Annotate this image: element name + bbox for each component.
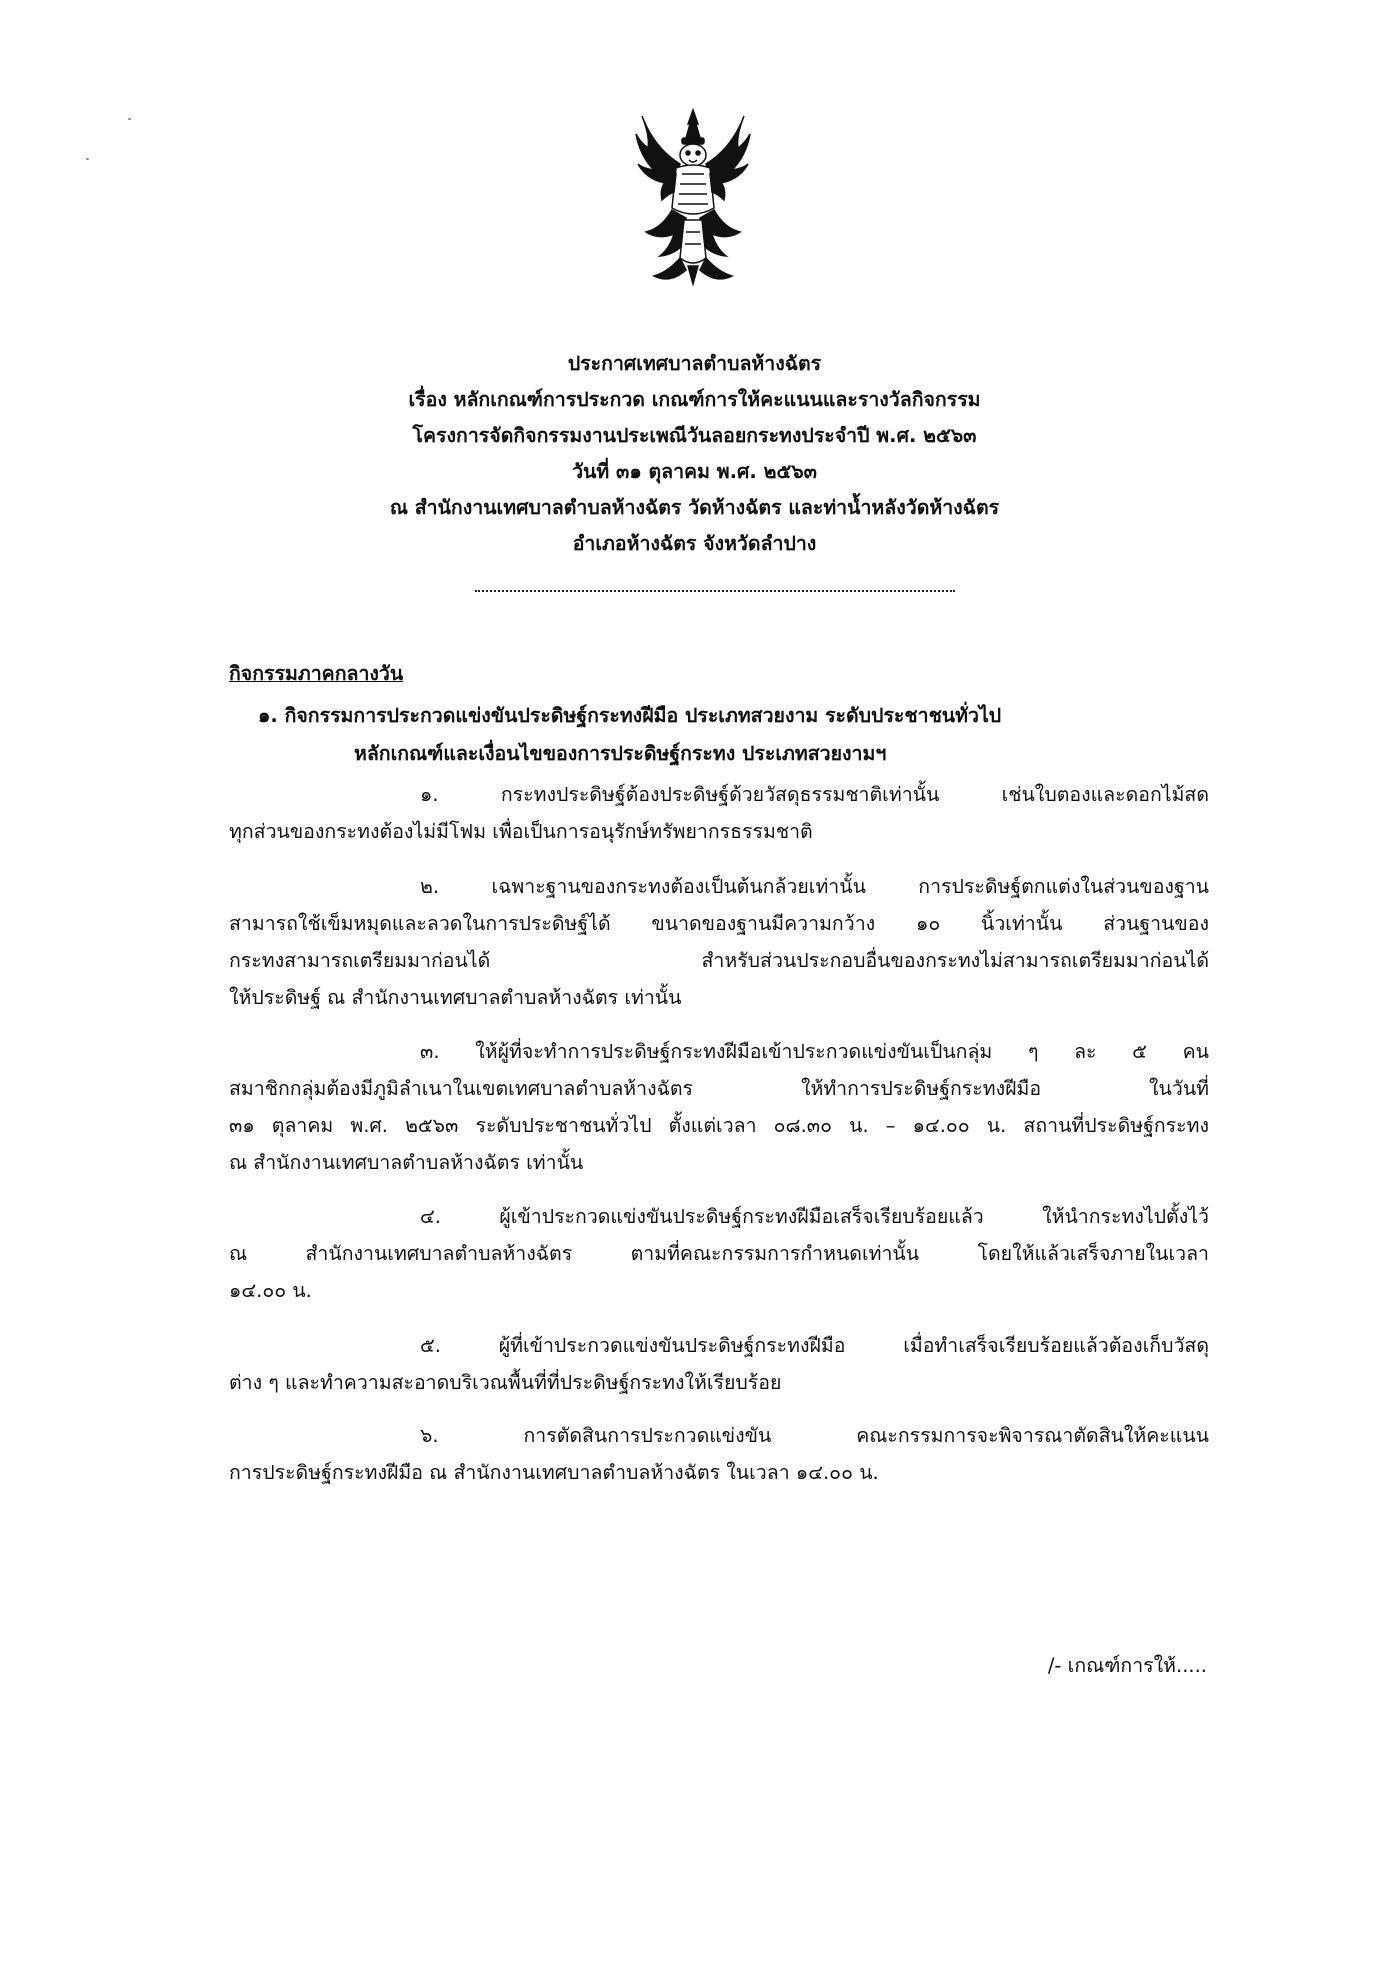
header-district: อำเภอห้างฉัตร จังหวัดลำปาง bbox=[572, 532, 817, 555]
scan-speck bbox=[128, 118, 131, 120]
rule-5-line-2: ต่าง ๆ และทำความสะอาดบริเวณพื้นที่ที่ประดิษฐ์กระทงให้เรียบร้อย bbox=[229, 1371, 782, 1394]
rule-6-line-2: การประดิษฐ์กระทงฝีมือ ณ สำนักงานเทศบาลตำบลห้างฉัตร ในเวลา ๑๔.๐๐ น. bbox=[229, 1461, 879, 1484]
rule-1-line-1: ๑. กระทงประดิษฐ์ต้องประดิษฐ์ด้วยวัสดุธรรมชาติเท่านั้น เช่นใบตองและดอกไม้สด bbox=[420, 783, 1209, 806]
rule-6-line-1: ๖. การตัดสินการประกวดแข่งขัน คณะกรรมการจะพิจารณาตัดสินให้คะแนน bbox=[420, 1424, 1209, 1447]
rule-3-line-3: ๓๑ ตุลาคม พ.ศ. ๒๕๖๓ ระดับประชาชนทั่วไป ตั้งแต่เวลา ๐๘.๓๐ น. – ๑๔.๐๐ น. สถานที่ประดิษฐ์กระทง bbox=[229, 1114, 1209, 1137]
header-project: โครงการจัดกิจกรรมงานประเพณีวันลอยกระทงประจำปี พ.ศ. ๒๕๖๓ bbox=[412, 424, 977, 447]
page-continuation: /- เกณฑ์การให้..... bbox=[1047, 1654, 1207, 1677]
rule-3-line-1: ๓. ให้ผู้ที่จะทำการประดิษฐ์กระทงฝีมือเข้าประกวดแข่งขันเป็นกลุ่ม ๆ ละ ๕ คน bbox=[420, 1040, 1209, 1063]
rule-4-line-2: ณ สำนักงานเทศบาลตำบลห้างฉัตร ตามที่คณะกรรมการกำหนดเท่านั้น โดยให้แล้วเสร็จภายในเวลา bbox=[229, 1242, 1209, 1265]
garuda-emblem-icon bbox=[632, 108, 754, 286]
rule-4-line-3: ๑๔.๐๐ น. bbox=[229, 1279, 312, 1302]
rule-3-line-4: ณ สำนักงานเทศบาลตำบลห้างฉัตร เท่านั้น bbox=[229, 1151, 584, 1174]
rule-2-line-3: กระทงสามารถเตรียมมาก่อนได้ สำหรับส่วนประกอบอื่นของกระทงไม่สามารถเตรียมมาก่อนได้ bbox=[229, 949, 1209, 972]
rule-5-line-1: ๕. ผู้ที่เข้าประกวดแข่งขันประดิษฐ์กระทงฝีมือ เมื่อทำเสร็จเรียบร้อยแล้วต้องเก็บวัสดุ bbox=[420, 1334, 1209, 1357]
activity-title: ๑. กิจกรรมการประกวดแข่งขันประดิษฐ์กระทงฝีมือ ประเภทสวยงาม ระดับประชาชนทั่วไป bbox=[258, 704, 1002, 727]
section-title: กิจกรรมภาคกลางวัน bbox=[229, 662, 404, 685]
header-subject: เรื่อง หลักเกณฑ์การประกวด เกณฑ์การให้คะแนนและรางวัลกิจกรรม bbox=[408, 388, 981, 411]
criteria-title: หลักเกณฑ์และเงื่อนไขของการประดิษฐ์กระทง ประเภทสวยงามฯ bbox=[354, 742, 887, 765]
header-location: ณ สำนักงานเทศบาลตำบลห้างฉัตร วัดห้างฉัตร และท่าน้ำหลังวัดห้างฉัตร bbox=[389, 496, 1000, 519]
dotted-separator bbox=[475, 590, 955, 592]
rule-4-line-1: ๔. ผู้เข้าประกวดแข่งขันประดิษฐ์กระทงฝีมือเสร็จเรียบร้อยแล้ว ให้นำกระทงไปตั้งไว้ bbox=[420, 1205, 1209, 1228]
header-line-1: ประกาศเทศบาลตำบลห้างฉัตร bbox=[567, 352, 822, 375]
rule-2-line-2: สามารถใช้เข็มหมุดและลวดในการประดิษฐ์ได้ ขนาดของฐานมีความกว้าง ๑๐ นิ้วเท่านั้น ส่วนฐานของ bbox=[229, 912, 1209, 935]
rule-2-line-1: ๒. เฉพาะฐานของกระทงต้องเป็นต้นกล้วยเท่านั้น การประดิษฐ์ตกแต่งในส่วนของฐาน bbox=[420, 875, 1209, 898]
rule-2-line-4: ให้ประดิษฐ์ ณ สำนักงานเทศบาลตำบลห้างฉัตร เท่านั้น bbox=[229, 986, 682, 1009]
header-date: วันที่ ๓๑ ตุลาคม พ.ศ. ๒๕๖๓ bbox=[572, 460, 817, 483]
scan-speck bbox=[86, 158, 89, 160]
rule-1-line-2: ทุกส่วนของกระทงต้องไม่มีโฟม เพื่อเป็นการอนุรักษ์ทรัพยากรธรรมชาติ bbox=[229, 820, 813, 843]
rule-3-line-2: สมาชิกกลุ่มต้องมีภูมิลำเนาในเขตเทศบาลตำบลห้างฉัตร ให้ทำการประดิษฐ์กระทงฝีมือ ในวันที่ bbox=[229, 1077, 1209, 1100]
